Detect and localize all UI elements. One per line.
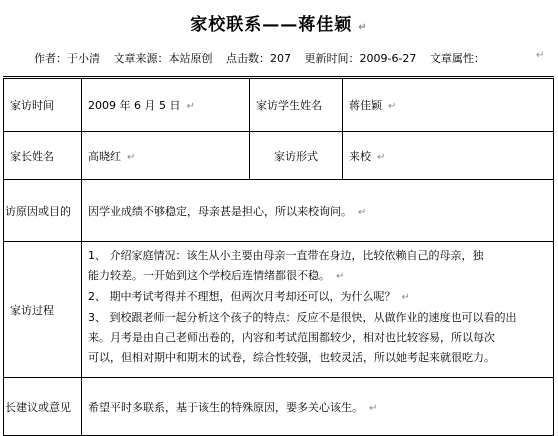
reason-value: 因学业成绩不够稳定，母亲甚是担心，所以来校询问。 ↵ [82,180,554,242]
paragraph-mark-icon: ↵ [127,151,136,163]
process-line: 2、 期中考试考得并不理想，但两次月考却还可以，为什么呢？ ↵ [88,290,410,303]
table-row [4,132,554,180]
reason-label: 访原因或目的 [4,180,82,242]
paragraph-mark-icon: ↵ [358,206,367,218]
process-label: 家访过程 [4,242,82,378]
meta-clicks: 点击数：207 [226,52,291,65]
student-label: 家访学生姓名 [250,78,343,132]
parent-label: 家长姓名 [4,132,82,180]
page-title [0,10,558,35]
meta-source: 文章来源：本站原创 [113,52,213,65]
table-row [4,180,554,242]
date-value: 2009 年 6 月 5 日 ↵ [82,78,250,132]
paragraph-mark-icon: ↵ [358,22,368,33]
paragraph-mark-icon: ↵ [536,50,545,61]
paragraph-mark-icon: ↵ [369,402,378,414]
form-value: 来校 ↵ [343,132,554,180]
article-meta [34,50,485,66]
suggest-value: 希望平时多联系，基于该生的特殊原因，要多关心该生。 ↵ [82,378,554,436]
meta-attr: 文章属性： [429,52,485,65]
process-line: 可以，但相对期中和期末的试卷，综合性较强，也较灵活，所以她考起来就很吃力。 [88,351,495,364]
table-row [4,78,554,132]
process-line: 1、 介绍家庭情况：该生从小主要由母亲一直带在身边，比较依赖自己的母亲，独 [88,249,484,262]
title-text: 家校联系——蒋佳颖 [190,15,353,35]
paragraph-mark-icon: ↵ [336,271,345,282]
meta-updated: 更新时间：2009-6-27 [304,52,417,65]
form-label: 家访形式 [250,132,343,180]
paragraph-mark-icon: ↵ [377,151,386,163]
paragraph-mark-icon: ↵ [388,101,397,112]
suggest-label: 长建议或意见 [4,378,82,436]
table-row [4,378,554,436]
process-line: 3、 到校跟老师一起分析这个孩子的特点：反应不是很快，从做作业的速度也可以看的出 [88,311,517,324]
home-visit-table [3,76,554,436]
process-value [82,242,554,378]
paragraph-mark-icon: ↵ [186,101,195,112]
process-line: 来。月考是由自己老师出卷的，内容和考试范围都较少，相对也比较容易，所以每次 [88,331,495,344]
process-line: 能力较差。一开始到这个学校后连情绪都很不稳。 ↵ [88,269,345,282]
student-value: 蒋佳颖 ↵ [343,78,554,132]
meta-author: 作者：于小清 [34,52,100,65]
table-row [4,242,554,378]
parent-value: 高晓红 ↵ [82,132,250,180]
paragraph-mark-icon: ↵ [401,292,410,303]
date-label: 家访时间 [4,78,82,132]
